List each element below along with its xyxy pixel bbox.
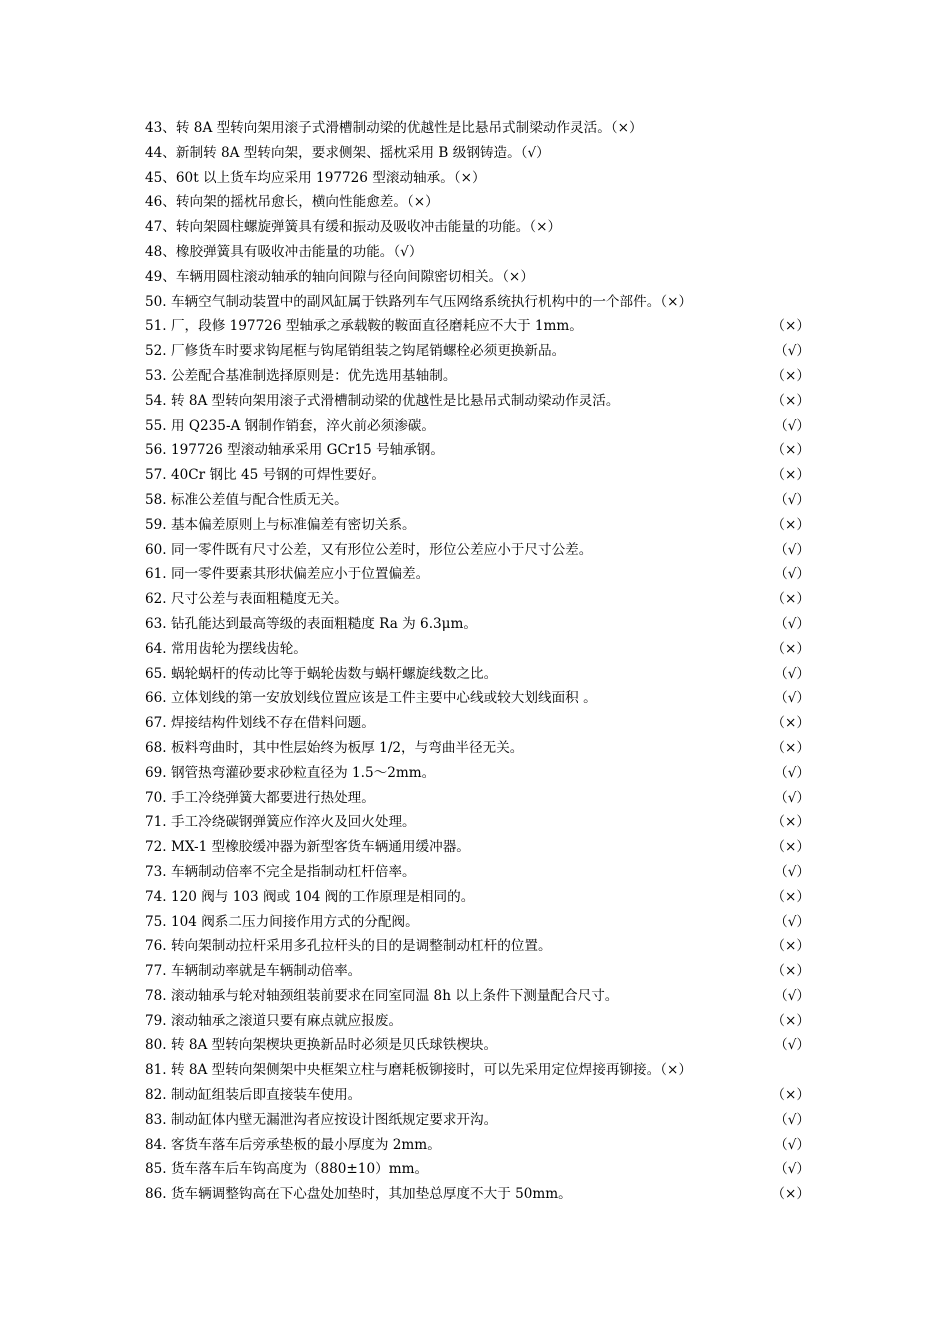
question-text: 63. 钻孔能达到最高等级的表面粗糙度 Ra 为 6.3μm。 (145, 615, 477, 632)
answer-mark: （√） (774, 541, 810, 558)
answer-mark: （√） (774, 789, 810, 806)
answer-mark: （√） (774, 615, 810, 632)
question-line (145, 860, 810, 885)
answer-mark: （√） (774, 417, 810, 434)
question-line (145, 1133, 810, 1158)
answer-mark: （√） (774, 1111, 810, 1128)
question-line (145, 959, 810, 984)
question-text: 54. 转 8A 型转向架用滚子式滑槽制动梁的优越性是比悬吊式制动梁动作灵活。 (145, 392, 620, 409)
question-text: 78. 滚动轴承与轮对轴颈组装前要求在同室同温 8h 以上条件下测量配合尺寸。 (145, 987, 619, 1004)
question-text: 51. 厂，段修 197726 型轴承之承载鞍的鞍面直径磨耗应不大于 1mm。 (145, 318, 583, 335)
question-line (145, 513, 810, 538)
question-line (145, 1083, 810, 1108)
question-line (145, 736, 810, 761)
answer-mark: （×） (771, 516, 810, 533)
answer-mark: （×） (771, 963, 810, 980)
question-text: 76. 转向架制动拉杆采用多孔拉杆头的目的是调整制动杠杆的位置。 (145, 938, 552, 955)
question-text: 72. MX-1 型橡胶缓冲器为新型客货车辆通用缓冲器。 (145, 839, 470, 856)
question-line (145, 389, 810, 414)
question-text: 70. 手工冷绕弹簧大都要进行热处理。 (145, 789, 375, 806)
question-text: 47、转向架圆柱螺旋弹簧具有缓和振动及吸收冲击能量的功能。（×） (145, 219, 562, 236)
question-text: 77. 车辆制动率就是车辆制动倍率。 (145, 963, 362, 980)
answer-mark: （×） (771, 888, 810, 905)
question-line (145, 1108, 810, 1133)
question-text: 85. 货车落车后车钩高度为（880±10）mm。 (145, 1161, 429, 1178)
answer-mark: （×） (771, 318, 810, 335)
answer-mark: （×） (771, 814, 810, 831)
question-line (145, 339, 810, 364)
answer-mark: （×） (771, 392, 810, 409)
question-text: 80. 转 8A 型转向架楔块更换新品时必须是贝氏球铁楔块。 (145, 1037, 498, 1054)
question-line (145, 587, 810, 612)
question-line (145, 662, 810, 687)
answer-mark: （√） (774, 1161, 810, 1178)
answer-mark: （√） (774, 343, 810, 360)
question-text: 44、新制转 8A 型转向架，要求侧架、摇枕采用 B 级钢铸造。（√） (145, 144, 550, 161)
question-text: 65. 蜗轮蜗杆的传动比等于蜗轮齿数与蜗杆螺旋线数之比。 (145, 665, 498, 682)
answer-mark: （√） (774, 566, 810, 583)
question-text: 58. 标准公差值与配合性质无关。 (145, 491, 348, 508)
question-text: 46、转向架的摇枕吊愈长，横向性能愈差。（×） (145, 194, 439, 211)
question-line (145, 711, 810, 736)
question-text: 49、车辆用圆柱滚动轴承的轴向间隙与径向间隙密切相关。（×） (145, 268, 534, 285)
answer-mark: （√） (774, 1136, 810, 1153)
question-text: 75. 104 阀系二压力间接作用方式的分配阀。 (145, 913, 419, 930)
question-text: 71. 手工冷绕碳钢弹簧应作淬火及回火处理。 (145, 814, 416, 831)
answer-mark: （√） (774, 665, 810, 682)
question-line (145, 910, 810, 935)
answer-mark: （×） (771, 1186, 810, 1203)
question-line (145, 612, 810, 637)
question-text: 56. 197726 型滚动轴承采用 GCr15 号轴承钢。 (145, 442, 444, 459)
answer-mark: （×） (771, 938, 810, 955)
question-text: 53. 公差配合基准制选择原则是：优先选用基轴制。 (145, 367, 457, 384)
question-line (145, 1157, 810, 1182)
answer-mark: （√） (774, 1037, 810, 1054)
question-text: 73. 车辆制动倍率不完全是指制动杠杆倍率。 (145, 863, 416, 880)
answer-mark: （√） (774, 863, 810, 880)
question-text: 84. 客货车落车后旁承垫板的最小厚度为 2mm。 (145, 1136, 441, 1153)
question-line (145, 414, 810, 439)
question-line (145, 463, 810, 488)
question-line (145, 562, 810, 587)
question-text: 68. 板料弯曲时，其中性层始终为板厚 1/2，与弯曲半径无关。 (145, 739, 524, 756)
question-line (145, 438, 810, 463)
question-line (145, 215, 810, 240)
question-text: 48、橡胶弹簧具有吸收冲击能量的功能。（√） (145, 243, 423, 260)
question-text: 82. 制动缸组装后即直接装车使用。 (145, 1087, 362, 1104)
question-line (145, 538, 810, 563)
question-text: 67. 焊接结构件划线不存在借料问题。 (145, 715, 375, 732)
question-line (145, 141, 810, 166)
answer-mark: （√） (774, 491, 810, 508)
question-text: 60. 同一零件既有尺寸公差，又有形位公差时，形位公差应小于尺寸公差。 (145, 541, 593, 558)
question-line (145, 240, 810, 265)
question-line (145, 885, 810, 910)
question-line (145, 786, 810, 811)
question-text: 86. 货车辆调整钩高在下心盘处加垫时，其加垫总厚度不大于 50mm。 (145, 1186, 572, 1203)
question-text: 43、转 8A 型转向架用滚子式滑槽制动梁的优越性是比悬吊式制梁动作灵活。（×） (145, 120, 643, 136)
question-line (145, 488, 810, 513)
question-line (145, 1033, 810, 1058)
answer-mark: （×） (771, 739, 810, 756)
answer-mark: （√） (774, 987, 810, 1004)
answer-mark: （×） (771, 640, 810, 657)
answer-mark: （√） (774, 764, 810, 781)
question-text: 64. 常用齿轮为摆线齿轮。 (145, 640, 307, 657)
question-text: 62. 尺寸公差与表面粗糙度无关。 (145, 591, 348, 608)
question-text: 66. 立体划线的第一安放划线位置应该是工件主要中心线或较大划线面积 。 (145, 690, 597, 707)
question-list (145, 116, 810, 1207)
question-line (145, 984, 810, 1009)
question-line (145, 934, 810, 959)
question-line (145, 761, 810, 786)
answer-mark: （×） (771, 1012, 810, 1029)
question-text: 74. 120 阀与 103 阀或 104 阀的工作原理是相同的。 (145, 888, 475, 905)
question-text: 79. 滚动轴承之滚道只要有麻点就应报废。 (145, 1012, 403, 1029)
answer-mark: （×） (771, 591, 810, 608)
question-text: 52. 厂修货车时要求钩尾框与钩尾销组装之钩尾销螺栓必须更换新品。 (145, 343, 566, 360)
question-line (145, 265, 810, 290)
question-line (145, 116, 810, 141)
question-text: 57. 40Cr 钢比 45 号钢的可焊性要好。 (145, 467, 385, 484)
question-line (145, 166, 810, 191)
answer-mark: （√） (774, 913, 810, 930)
question-text: 55. 用 Q235-A 钢制作销套，淬火前必须渗碳。 (145, 417, 435, 434)
answer-mark: （×） (771, 1087, 810, 1104)
answer-mark: （√） (774, 690, 810, 707)
answer-mark: （×） (771, 715, 810, 732)
question-line (145, 290, 810, 315)
question-text: 81. 转 8A 型转向架侧架中央框架立柱与磨耗板铆接时，可以先采用定位焊接再铆接。（×） (145, 1062, 693, 1079)
question-line (145, 686, 810, 711)
question-text: 50. 车辆空气制动装置中的副风缸属于铁路列车气压网络系统执行机构中的一个部件。（×） (145, 293, 693, 310)
answer-mark: （×） (771, 467, 810, 484)
answer-mark: （×） (771, 839, 810, 856)
question-line (145, 190, 810, 215)
question-line (145, 810, 810, 835)
question-line (145, 1009, 810, 1034)
question-text: 69. 钢管热弯灌砂要求砂粒直径为 1.5～2mm。 (145, 764, 436, 781)
question-text: 83. 制动缸体内壁无漏泄沟者应按设计图纸规定要求开沟。 (145, 1111, 498, 1128)
question-line (145, 314, 810, 339)
question-line (145, 637, 810, 662)
question-text: 61. 同一零件要素其形状偏差应小于位置偏差。 (145, 566, 430, 583)
question-line (145, 1058, 810, 1083)
question-line (145, 1182, 810, 1207)
question-line (145, 364, 810, 389)
question-text: 45、60t 以上货车均应采用 197726 型滚动轴承。（×） (145, 169, 486, 186)
answer-mark: （×） (771, 442, 810, 459)
answer-mark: （×） (771, 367, 810, 384)
question-text: 59. 基本偏差原则上与标准偏差有密切关系。 (145, 516, 416, 533)
question-line (145, 835, 810, 860)
